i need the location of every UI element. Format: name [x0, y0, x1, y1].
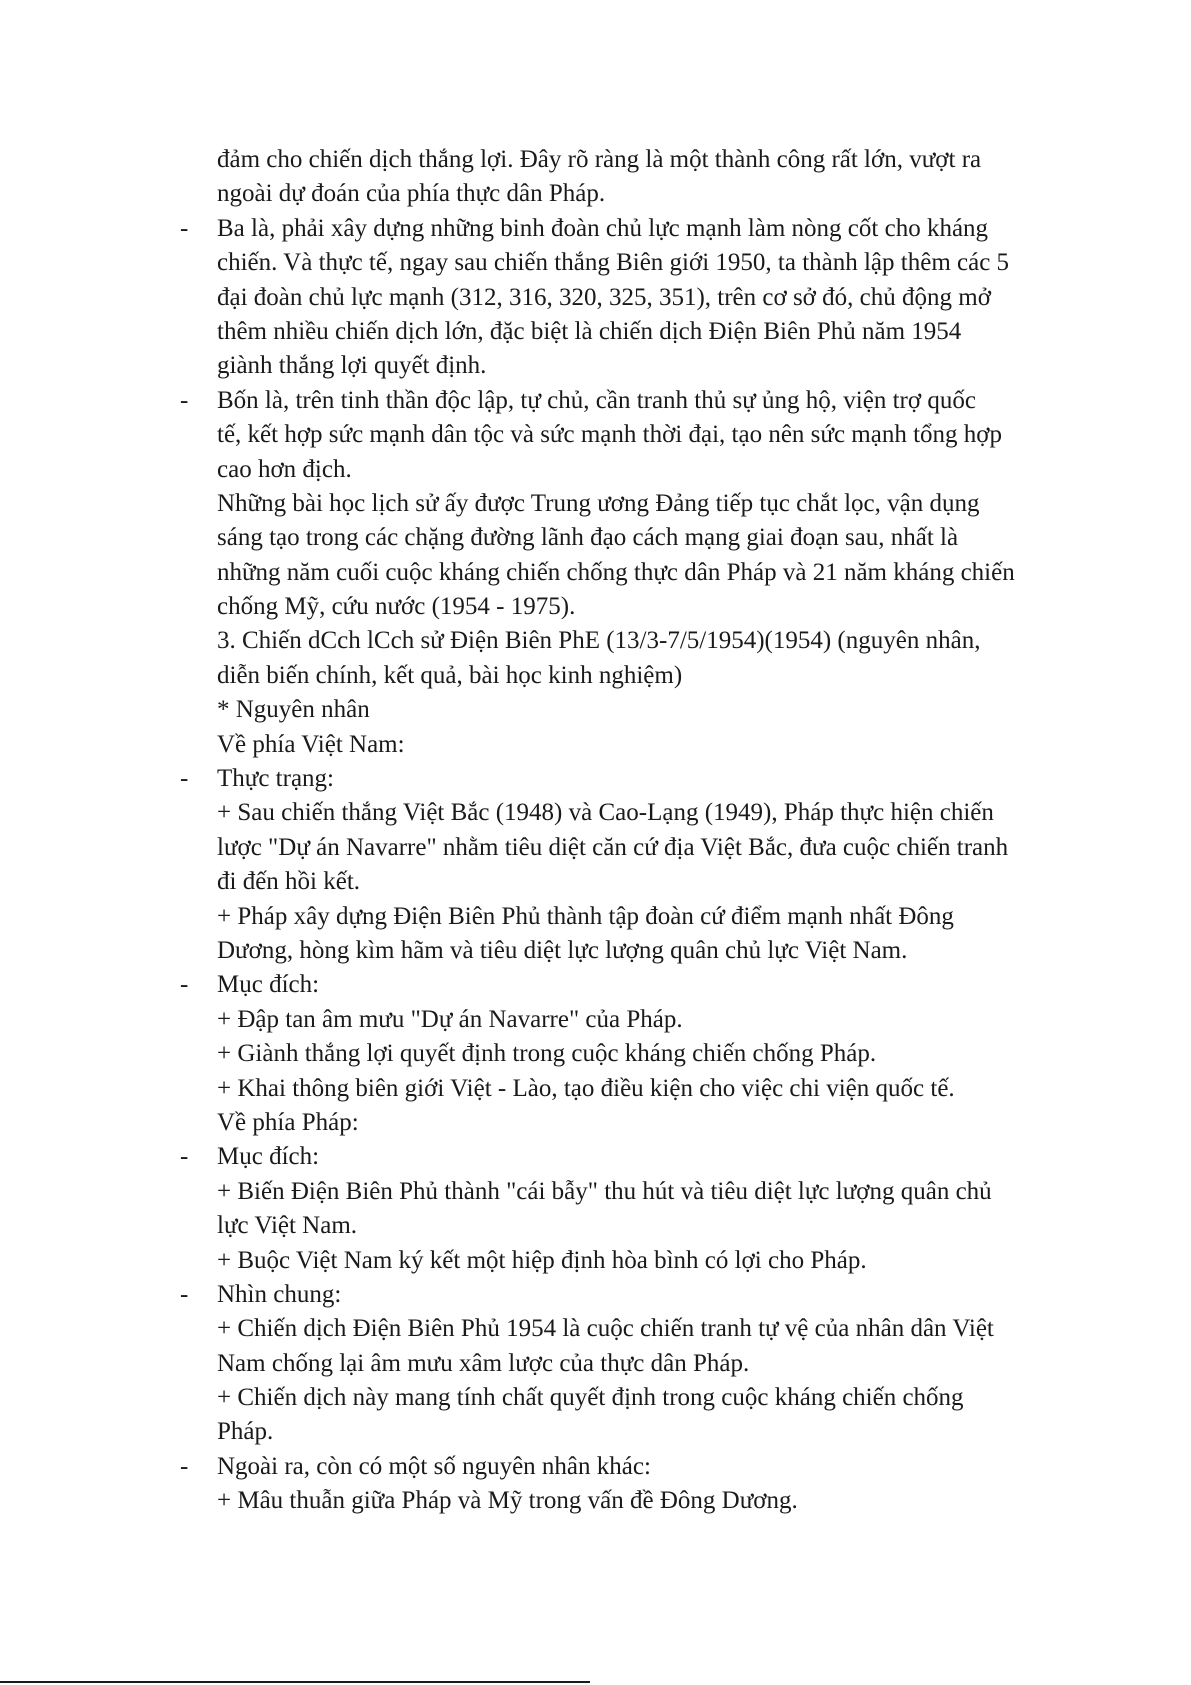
- line-text: + Biến Điện Biên Phủ thành "cái bẫy" thu hút và tiêu diệt lực lượng quân chủ: [217, 1177, 992, 1205]
- text-line: [180, 693, 1060, 727]
- bullet-line: [180, 1278, 1060, 1312]
- document-body: [180, 143, 1060, 1519]
- text-line: [180, 487, 1060, 521]
- bullet-dash: -: [180, 765, 189, 793]
- line-text: Ba là, phải xây dựng những binh đoàn chủ lực mạnh làm nòng cốt cho kháng: [217, 214, 989, 242]
- line-text: cao hơn địch.: [217, 455, 352, 483]
- text-line: [180, 831, 1060, 865]
- text-line: [180, 1312, 1060, 1346]
- line-text: Bốn là, trên tinh thần độc lập, tự chủ, cần tranh thủ sự ủng hộ, viện trợ quốc: [217, 386, 976, 414]
- text-line: [180, 418, 1060, 452]
- line-text: Dương, hòng kìm hãm và tiêu diệt lực lượng quân chủ lực Việt Nam.: [217, 936, 908, 964]
- bullet-dash: -: [180, 1280, 189, 1308]
- text-line: [180, 1209, 1060, 1243]
- text-line: [180, 143, 1060, 177]
- line-text: đảm cho chiến dịch thắng lợi. Đây rõ ràng là một thành công rất lớn, vượt ra: [217, 146, 982, 173]
- line-text: Mục đích:: [217, 1143, 320, 1171]
- text-line: [180, 556, 1060, 590]
- text-line: [180, 1072, 1060, 1106]
- text-line: [180, 865, 1060, 899]
- text-line: [180, 900, 1060, 934]
- line-text: Pháp.: [217, 1418, 274, 1446]
- bullet-line: [180, 1140, 1060, 1174]
- line-text: những năm cuối cuộc kháng chiến chống thực dân Pháp và 21 năm kháng chiến: [217, 558, 1015, 586]
- line-text: diễn biến chính, kết quả, bài học kinh nghiệm): [217, 661, 683, 689]
- bullet-line: [180, 212, 1060, 246]
- text-line: [180, 281, 1060, 315]
- text-line: [180, 624, 1060, 658]
- bullet-line: [180, 968, 1060, 1002]
- text-line: [180, 246, 1060, 280]
- line-text: + Chiến dịch Điện Biên Phủ 1954 là cuộc chiến tranh tự vệ của nhân dân Việt: [217, 1315, 994, 1343]
- line-text: chống Mỹ, cứu nước (1954 - 1975).: [217, 593, 576, 621]
- text-line: [180, 1381, 1060, 1415]
- text-line: [180, 1106, 1060, 1140]
- text-line: [180, 728, 1060, 762]
- bullet-dash: -: [180, 386, 189, 414]
- text-line: [180, 1244, 1060, 1278]
- line-text: Nam chống lại âm mưu xâm lược của thực dân Pháp.: [217, 1349, 750, 1377]
- bullet-dash: -: [180, 971, 189, 999]
- line-text: + Khai thông biên giới Việt - Lào, tạo điều kiện cho việc chi viện quốc tế.: [217, 1074, 955, 1102]
- line-text: Ngoài ra, còn có một số nguyên nhân khác:: [217, 1452, 651, 1480]
- line-text: Mục đích:: [217, 971, 320, 999]
- text-line: [180, 521, 1060, 555]
- line-text: + Đập tan âm mưu "Dự án Navarre" của Pháp.: [217, 1005, 683, 1033]
- line-text: lực Việt Nam.: [217, 1212, 358, 1240]
- bullet-dash: -: [180, 1143, 189, 1171]
- line-text: đi đến hồi kết.: [217, 868, 361, 896]
- line-text: Thực trạng:: [217, 765, 334, 793]
- text-line: [180, 1037, 1060, 1071]
- text-line: [180, 1415, 1060, 1449]
- text-line: [180, 453, 1060, 487]
- bottom-divider: [0, 1681, 590, 1683]
- line-text: Những bài học lịch sử ấy được Trung ương Đảng tiếp tục chắt lọc, vận dụng: [217, 489, 980, 517]
- line-text: 3. Chiến dCch lCch sử Điện Biên PhE (13/3-7/5/1954)(1954) (nguyên nhân,: [217, 627, 981, 655]
- line-text: * Nguyên nhân: [217, 696, 370, 724]
- line-text: + Sau chiến thắng Việt Bắc (1948) và Cao-Lạng (1949), Pháp thực hiện chiến: [217, 799, 994, 827]
- bullet-line: [180, 384, 1060, 418]
- line-text: + Giành thắng lợi quyết định trong cuộc kháng chiến chống Pháp.: [217, 1040, 877, 1068]
- text-line: [180, 315, 1060, 349]
- text-line: [180, 177, 1060, 211]
- bullet-dash: -: [180, 1452, 189, 1480]
- line-text: giành thắng lợi quyết định.: [217, 352, 487, 380]
- text-line: [180, 659, 1060, 693]
- text-line: [180, 1347, 1060, 1381]
- text-line: [180, 934, 1060, 968]
- bullet-line: [180, 1450, 1060, 1484]
- bullet-line: [180, 762, 1060, 796]
- line-text: tế, kết hợp sức mạnh dân tộc và sức mạnh thời đại, tạo nên sức mạnh tổng hợp: [217, 421, 1002, 449]
- text-line: [180, 590, 1060, 624]
- line-text: + Buộc Việt Nam ký kết một hiệp định hòa bình có lợi cho Pháp.: [217, 1246, 867, 1274]
- line-text: lược "Dự án Navarre" nhằm tiêu diệt căn cứ địa Việt Bắc, đưa cuộc chiến tranh: [217, 833, 1009, 861]
- line-text: chiến. Và thực tế, ngay sau chiến thắng Biên giới 1950, ta thành lập thêm các 5: [217, 249, 1010, 277]
- line-text: + Chiến dịch này mang tính chất quyết định trong cuộc kháng chiến chống: [217, 1384, 964, 1412]
- line-text: Nhìn chung:: [217, 1280, 342, 1308]
- line-text: thêm nhiều chiến dịch lớn, đặc biệt là chiến dịch Điện Biên Phủ năm 1954: [217, 317, 962, 345]
- text-line: [180, 349, 1060, 383]
- text-line: [180, 796, 1060, 830]
- line-text: ngoài dự đoán của phía thực dân Pháp.: [217, 180, 606, 208]
- line-text: Về phía Việt Nam:: [217, 730, 405, 758]
- line-text: Về phía Pháp:: [217, 1108, 359, 1136]
- line-text: + Pháp xây dựng Điện Biên Phủ thành tập đoàn cứ điểm mạnh nhất Đông: [217, 902, 954, 930]
- line-text: sáng tạo trong các chặng đường lãnh đạo cách mạng giai đoạn sau, nhất là: [217, 524, 959, 552]
- line-text: đại đoàn chủ lực mạnh (312, 316, 320, 325, 351), trên cơ sở đó, chủ động mở: [217, 283, 991, 311]
- line-text: + Mâu thuẫn giữa Pháp và Mỹ trong vấn đề Đông Dương.: [217, 1487, 798, 1515]
- bullet-dash: -: [180, 214, 189, 242]
- text-line: [180, 1175, 1060, 1209]
- text-line: [180, 1003, 1060, 1037]
- text-line: [180, 1484, 1060, 1518]
